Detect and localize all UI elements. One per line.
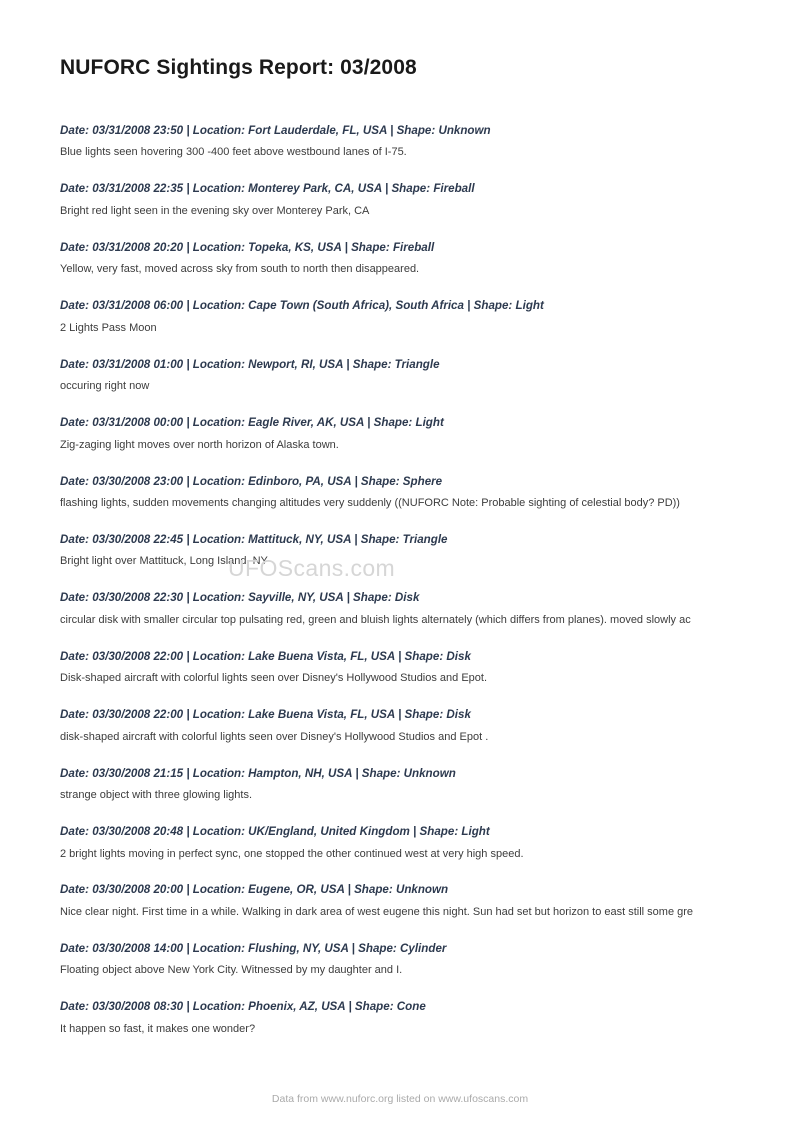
sighting-description: occuring right now (60, 380, 150, 393)
sighting-header: Date: 03/30/2008 21:15 | Location: Hampton, NH, USA | Shape: Unknown (60, 766, 456, 780)
sighting-header: Date: 03/30/2008 22:45 | Location: Mattituck, NY, USA | Shape: Triangle (60, 532, 448, 546)
sighting-header: Date: 03/30/2008 20:48 | Location: UK/England, United Kingdom | Shape: Light (60, 825, 490, 839)
sighting-header: Date: 03/30/2008 22:00 | Location: Lake Buena Vista, FL, USA | Shape: Disk (60, 649, 471, 663)
sighting-header: Date: 03/31/2008 00:00 | Location: Eagle River, AK, USA | Shape: Light (60, 416, 444, 430)
page-title: NUFORC Sightings Report: 03/2008 (60, 56, 417, 79)
sightings-list (60, 124, 750, 1038)
list-item (60, 1000, 750, 1037)
list-item (60, 883, 750, 920)
list-item (60, 708, 750, 745)
sighting-description: Yellow, very fast, moved across sky from south to north then disappeared. (60, 263, 420, 276)
sighting-description: Blue lights seen hovering 300 -400 feet above westbound lanes of I-75. (60, 146, 407, 159)
list-item (60, 650, 750, 687)
list-item (60, 825, 750, 862)
sighting-description: circular disk with smaller circular top pulsating red, green and bluish lights alternately (which differs from planes). moved slowly ac (60, 613, 691, 626)
sighting-description: strange object with three glowing lights. (60, 789, 252, 802)
sighting-header: Date: 03/31/2008 06:00 | Location: Cape Town (South Africa), South Africa | Shape: Light (60, 299, 544, 313)
sighting-header: Date: 03/30/2008 22:30 | Location: Sayville, NY, USA | Shape: Disk (60, 591, 420, 605)
sighting-description: 2 bright lights moving in perfect sync, one stopped the other continued west at very high speed. (60, 847, 524, 860)
page-footer: Data from www.nuforc.org listed on www.ufoscans.com (271, 1093, 529, 1105)
sighting-description: Nice clear night. First time in a while. Walking in dark area of west eugene this night. Sun had set but horizon to east still some gre (60, 905, 694, 918)
sighting-header: Date: 03/31/2008 01:00 | Location: Newport, RI, USA | Shape: Triangle (60, 357, 440, 371)
sighting-header: Date: 03/31/2008 23:50 | Location: Fort Lauderdale, FL, USA | Shape: Unknown (60, 124, 491, 137)
sighting-description: Bright red light seen in the evening sky over Monterey Park, CA (60, 204, 370, 217)
sighting-description: Floating object above New York City. Witnessed by my daughter and I. (60, 964, 403, 977)
list-item (60, 124, 750, 161)
list-item (60, 767, 750, 804)
sighting-description: flashing lights, sudden movements changing altitudes very suddenly ((NUFORC Note: Probable sighting of celestial body? PD)) (60, 497, 680, 510)
sighting-header: Date: 03/30/2008 20:00 | Location: Eugene, OR, USA | Shape: Unknown (60, 883, 449, 897)
sighting-description: 2 Lights Pass Moon (60, 321, 157, 334)
sighting-header: Date: 03/30/2008 23:00 | Location: Edinboro, PA, USA | Shape: Sphere (60, 474, 443, 488)
list-item (60, 182, 750, 219)
list-item (60, 533, 750, 570)
sighting-header: Date: 03/31/2008 22:35 | Location: Monterey Park, CA, USA | Shape: Fireball (60, 182, 475, 196)
watermark: UFOScans.com (228, 555, 396, 581)
list-item (60, 591, 750, 628)
list-item (60, 942, 750, 979)
sighting-description: It happen so fast, it makes one wonder? (60, 1022, 256, 1035)
report-content (60, 56, 750, 1059)
list-item (60, 475, 750, 512)
sighting-header: Date: 03/30/2008 14:00 | Location: Flushing, NY, USA | Shape: Cylinder (60, 941, 447, 955)
sighting-description: disk-shaped aircraft with colorful lights seen over Disney's Hollywood Studios and Epot . (60, 730, 489, 743)
sighting-description: Disk-shaped aircraft with colorful lights seen over Disney's Hollywood Studios and Epot. (60, 672, 488, 685)
sighting-description: Bright light over Mattituck, Long Island, NY (60, 555, 268, 568)
list-item (60, 241, 750, 278)
list-item (60, 299, 750, 336)
sighting-header: Date: 03/30/2008 22:00 | Location: Lake Buena Vista, FL, USA | Shape: Disk (60, 708, 471, 722)
list-item (60, 416, 750, 453)
sighting-header: Date: 03/30/2008 08:30 | Location: Phoenix, AZ, USA | Shape: Cone (60, 1000, 426, 1014)
list-item (60, 358, 750, 395)
sighting-header: Date: 03/31/2008 20:20 | Location: Topeka, KS, USA | Shape: Fireball (60, 240, 435, 254)
sighting-description: Zig-zaging light moves over north horizon of Alaska town. (60, 438, 339, 451)
